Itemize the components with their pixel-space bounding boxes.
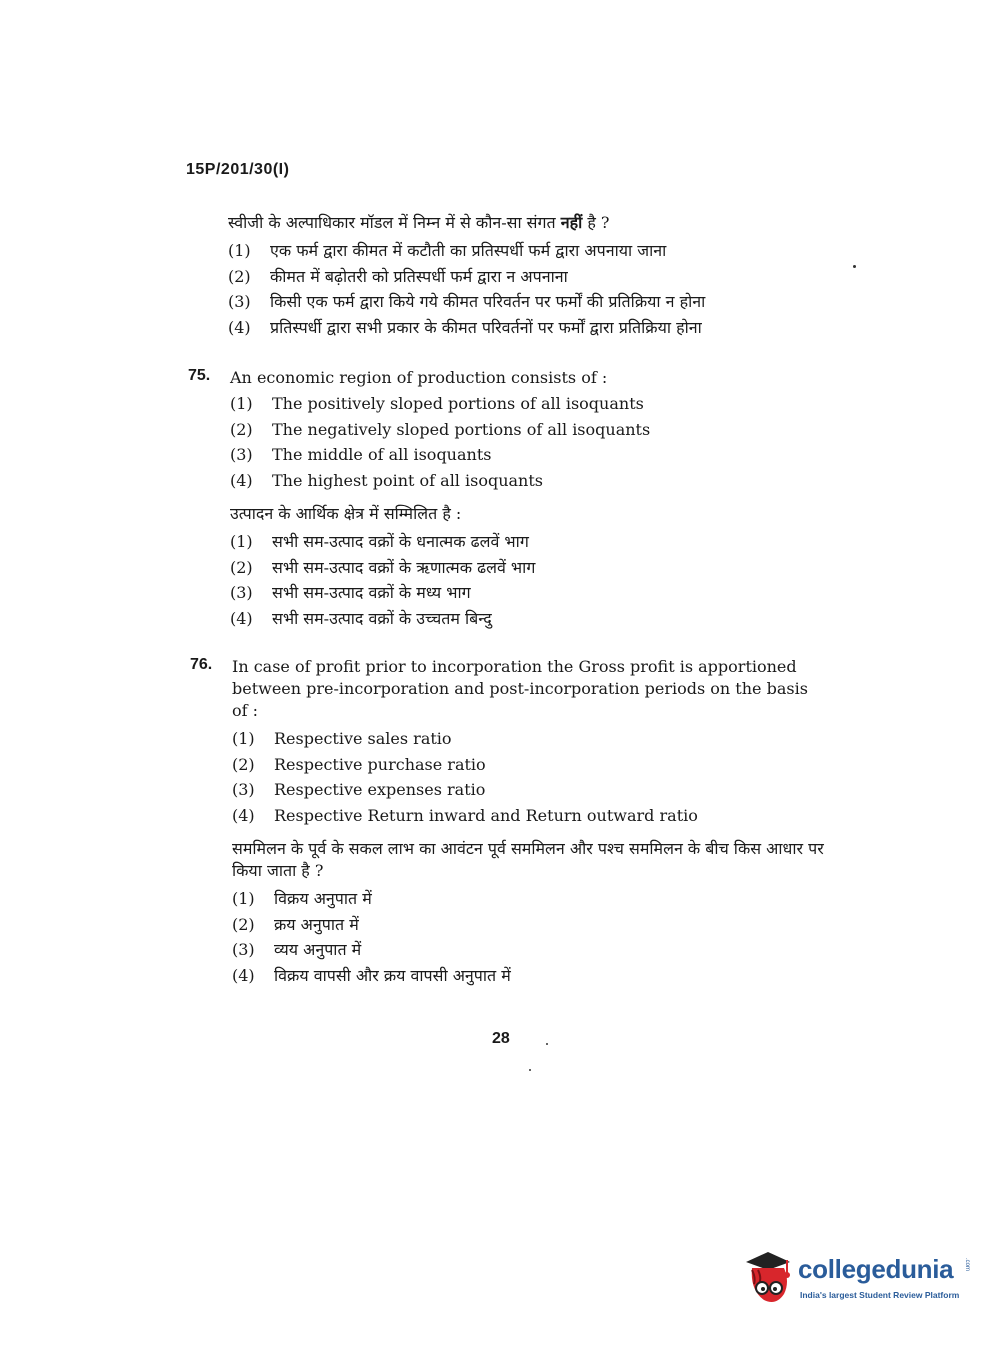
option: (4) Respective Return inward and Return outward ratio	[232, 805, 698, 825]
q75-hindi-question: उत्पादन के आर्थिक क्षेत्र में सम्मिलित है :	[230, 504, 462, 523]
option: (2) कीमत में बढ़ोतरी को प्रतिस्पर्धी फर्म द्वारा न अपनाना	[228, 266, 568, 286]
option: (3) Respective expenses ratio	[232, 780, 486, 799]
brand-tagline: India's largest Student Review Platform	[800, 1290, 960, 1300]
option: (3) व्यय अनुपात में	[232, 940, 362, 959]
option: (2) सभी सम-उत्पाद वक्रों के ऋणात्मक ढलवें भाग	[230, 557, 536, 577]
mascot-logo-icon	[742, 1248, 798, 1310]
option: (3) The middle of all isoquants	[230, 445, 492, 464]
option: (4) सभी सम-उत्पाद वक्रों के उच्चतम बिन्दु	[230, 608, 492, 628]
option: (1) The positively sloped portions of all isoquants	[230, 394, 644, 413]
brand-name: collegedunia	[798, 1254, 954, 1284]
scan-speck	[853, 265, 856, 268]
scan-speck	[529, 1069, 531, 1071]
option: (1) एक फर्म द्वारा कीमत में कटौती का प्रतिस्पर्धी फर्म द्वारा अपनाया जाना	[228, 241, 667, 260]
option: (2) क्रय अनुपात में	[232, 914, 359, 934]
q74-hindi-block	[228, 212, 828, 340]
scan-speck	[546, 1043, 548, 1045]
emphasis-not: नहीं	[560, 213, 583, 232]
q76-hindi-question: सममिलन के पूर्व के सकल लाभ का आवंटन पूर्व सममिलन और पश्च सममिलन के बीच किस आधार पर किया जाता है ?	[232, 839, 824, 880]
q75-block	[188, 367, 828, 631]
option: (4) The highest point of all isoquants	[230, 470, 543, 490]
brand-suffix: .com	[964, 1258, 970, 1272]
option: (3) सभी सम-उत्पाद वक्रों के मध्य भाग	[230, 583, 471, 602]
option: (3) किसी एक फर्म द्वारा किये गये कीमत परिवर्तन पर फर्मों की प्रतिक्रिया न होना	[228, 292, 706, 311]
option: (4) प्रतिस्पर्धी द्वारा सभी प्रकार के कीमत परिवर्तनों पर फर्मों द्वारा प्रतिक्रिया होना	[228, 317, 702, 337]
paper-code: 15P/201/30(I)	[186, 161, 290, 178]
q76-question: In case of profit prior to incorporation the Gross profit is apportioned between pre-incorporation and post-incorporation periods on the basis of :	[232, 657, 808, 720]
option: (1) सभी सम-उत्पाद वक्रों के धनात्मक ढलवें भाग	[230, 532, 529, 551]
question-number: 75.	[188, 367, 211, 384]
collegedunia-watermark	[742, 1248, 972, 1310]
question-number: 76.	[190, 656, 213, 673]
option: (1) विक्रय अनुपात में	[232, 889, 372, 908]
q75-question: An economic region of production consists of :	[230, 368, 608, 387]
page-number: 28	[492, 1030, 510, 1047]
option: (4) विक्रय वापसी और क्रय वापसी अनुपात में	[232, 965, 511, 985]
q76-block	[190, 656, 826, 988]
option: (2) Respective purchase ratio	[232, 754, 486, 774]
q74-hindi-question: स्वीजी के अल्पाधिकार मॉडल में निम्न में से कौन-सा संगत नहीं है ?	[228, 213, 610, 232]
option: (2) The negatively sloped portions of all isoquants	[230, 419, 651, 439]
option: (1) Respective sales ratio	[232, 729, 452, 748]
